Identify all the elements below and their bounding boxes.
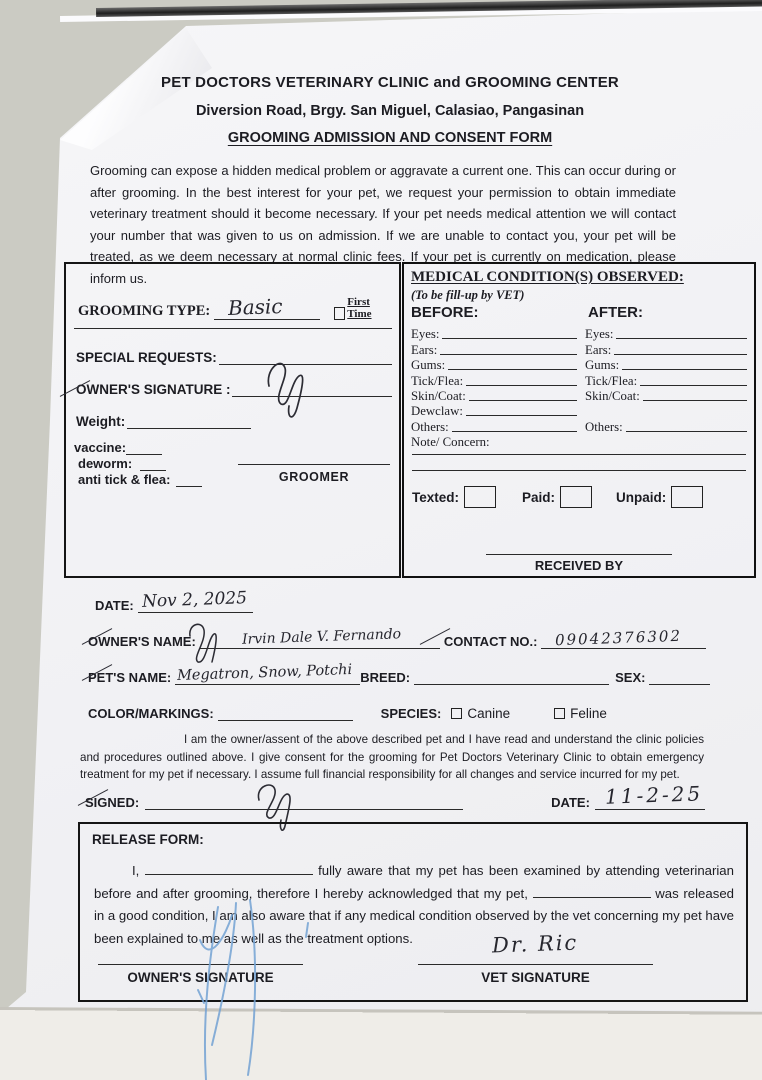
release-name-blank xyxy=(145,862,313,875)
after-skincoat-label: Skin/Coat: xyxy=(585,388,640,403)
canine-checkbox xyxy=(451,708,462,719)
clinic-name: PET DOCTORS VETERINARY CLINIC and GROOMING CENTER xyxy=(161,74,619,91)
note-line-1 xyxy=(412,454,746,455)
sex-label: SEX: xyxy=(615,670,646,685)
owner-signature-label: OWNER'S SIGNATURE : xyxy=(76,382,231,397)
weight-field xyxy=(127,428,251,429)
color-markings-label: COLOR/MARKINGS: xyxy=(88,706,214,721)
deworm-label: deworm: xyxy=(78,456,133,471)
before-eyes-field xyxy=(442,338,577,339)
grooming-type-field xyxy=(214,294,320,320)
blue-ink-signature xyxy=(140,895,370,1080)
intro-paragraph: Grooming can expose a hidden medical problem or aggravate a current one. This can occur during or after grooming. In the best interest for your pet, we request your permission to obtain immediate veterinary treatment should it become necessary. If your pet needs medical attention we will contact your number that was given to us on admission. If we are unable to contact you, your pet will be treated, as we deem necessary at normal clinic fees. If your pet is currently on medication, please inform us. xyxy=(90,163,676,286)
owners-name-field xyxy=(200,626,440,649)
after-ears-label: Ears: xyxy=(585,342,612,357)
species-label: SPECIES: xyxy=(380,706,442,721)
contact-no-field xyxy=(541,626,706,650)
after-skincoat-field xyxy=(643,400,747,401)
first-time-label: First Time xyxy=(347,296,372,320)
unpaid-checkbox xyxy=(671,486,703,508)
contact-no-value: 09042376302 xyxy=(555,626,683,650)
pets-name-field xyxy=(175,661,360,685)
before-eyes-label: Eyes: xyxy=(411,327,440,342)
payment-row xyxy=(412,486,703,508)
after-eyes-field xyxy=(616,338,747,339)
date-label: DATE: xyxy=(95,598,134,613)
owners-name-value: Irvin Dale V. Fernando xyxy=(241,626,402,648)
received-by-label: RECEIVED BY xyxy=(534,558,624,573)
release-text-1: I, xyxy=(132,863,140,878)
pets-name-label: PET'S NAME: xyxy=(88,670,172,685)
paid-label: Paid: xyxy=(522,489,556,505)
form-header xyxy=(80,74,700,146)
before-skincoat-field xyxy=(469,400,577,401)
owner-signature-ink xyxy=(251,352,321,412)
signed-date-label: DATE: xyxy=(551,795,590,810)
canine-option-label: Canine xyxy=(467,706,511,721)
paid-checkbox xyxy=(560,486,592,508)
medical-box xyxy=(402,262,756,578)
before-skincoat-label: Skin/Coat: xyxy=(411,388,466,403)
date-field xyxy=(138,588,253,613)
signed-label: SIGNED: xyxy=(85,795,140,810)
after-gums-field xyxy=(622,369,747,370)
after-label: AFTER: xyxy=(588,304,643,321)
owners-name-signature-ink xyxy=(180,618,230,668)
release-vet-signature-label: VET SIGNATURE xyxy=(481,970,590,985)
after-tickflea-field xyxy=(640,385,747,386)
anti-tick-flea-label: anti tick & flea: xyxy=(78,472,171,487)
clinic-address: Diversion Road, Brgy. San Miguel, Calasiao, Pangasinan xyxy=(195,103,585,119)
after-others-field xyxy=(626,431,747,432)
release-form-title: RELEASE FORM: xyxy=(92,832,204,847)
unpaid-label: Unpaid: xyxy=(616,489,667,505)
grooming-box xyxy=(64,262,401,578)
medical-subtitle: (To be fill-up by VET) xyxy=(411,288,525,302)
before-ears-label: Ears: xyxy=(411,342,438,357)
owners-name-label: OWNER'S NAME: xyxy=(88,634,196,649)
release-text-3: was released in a good condition, I am also aware that if any medical condition observed by the vet concerning my pet have been explained to me as well as the treatment options. xyxy=(94,885,734,946)
date-value: Nov 2, 2025 xyxy=(141,588,248,612)
before-tickflea-field xyxy=(466,385,577,386)
contact-no-label: CONTACT NO.: xyxy=(443,634,538,649)
anti-tick-flea-field xyxy=(176,486,202,487)
consent-paragraph: I am the owner/assent of the above described pet and I have read and understand the clinic policies and procedures outlined above. I give consent for the grooming for Pet Doctors Veterinary Clinic to obtain emergency treatment for my pet if necessary. I assume full financial responsibility for all changes and service incurred for my pet. xyxy=(80,733,704,781)
breed-label: BREED: xyxy=(360,670,411,685)
before-others-label: Others: xyxy=(411,419,449,434)
before-label: BEFORE: xyxy=(411,304,479,321)
release-pet-blank xyxy=(533,885,651,898)
after-others-label: Others: xyxy=(585,419,623,434)
grooming-type-value: Basic xyxy=(227,294,284,320)
groomer-line xyxy=(238,464,390,465)
after-gums-label: Gums: xyxy=(585,358,620,373)
release-text-2: fully aware that my pet has been examined by attending veterinarian before and after grooming, therefore I hereby acknowledged that my pet, xyxy=(94,863,734,901)
received-by-line xyxy=(486,554,672,555)
vaccine-label: vaccine: xyxy=(74,440,127,455)
feline-checkbox xyxy=(554,708,565,719)
after-ears-field xyxy=(614,354,747,355)
after-eyes-label: Eyes: xyxy=(585,327,614,342)
release-owner-signature-label: OWNER'S SIGNATURE xyxy=(127,970,274,985)
pets-name-value: Megatron, Snow, Potchi xyxy=(177,661,353,685)
after-tickflea-label: Tick/Flea: xyxy=(585,373,638,388)
note-line-2 xyxy=(412,470,746,471)
before-others-field xyxy=(452,431,577,432)
special-requests-label: SPECIAL REQUESTS: xyxy=(76,350,217,365)
dewclaw-label: Dewclaw: xyxy=(411,404,463,419)
vaccine-field xyxy=(126,454,162,455)
note-concern-label: Note/ Concern: xyxy=(411,435,490,450)
dewclaw-field xyxy=(466,415,577,416)
medical-rows xyxy=(404,326,754,449)
form-title: GROOMING ADMISSION AND CONSENT FORM xyxy=(227,130,553,146)
before-gums-field xyxy=(448,369,577,370)
weight-label: Weight: xyxy=(76,414,126,429)
grooming-type-label: GROOMING TYPE: xyxy=(78,303,211,319)
before-ears-field xyxy=(440,354,577,355)
signed-date-value: 11-2-25 xyxy=(604,781,704,809)
grooming-type-line2 xyxy=(74,328,392,329)
breed-field xyxy=(414,684,609,685)
medical-title: MEDICAL CONDITION(S) OBSERVED: xyxy=(411,269,684,285)
first-time-checkbox xyxy=(334,307,346,320)
texted-label: Texted: xyxy=(412,489,460,505)
feline-option-label: Feline xyxy=(570,706,607,721)
before-gums-label: Gums: xyxy=(411,358,446,373)
sex-field xyxy=(649,684,710,685)
signed-date-field xyxy=(595,781,705,810)
release-vet-signature-line xyxy=(418,964,653,965)
before-tickflea-label: Tick/Flea: xyxy=(411,373,464,388)
deworm-field xyxy=(140,470,166,471)
groomer-label: GROOMER xyxy=(278,470,350,484)
texted-checkbox xyxy=(464,486,496,508)
vet-signature-ink: Dr. Ric xyxy=(491,930,579,958)
underlying-page-strip xyxy=(0,1007,762,1080)
color-markings-field xyxy=(218,720,353,721)
